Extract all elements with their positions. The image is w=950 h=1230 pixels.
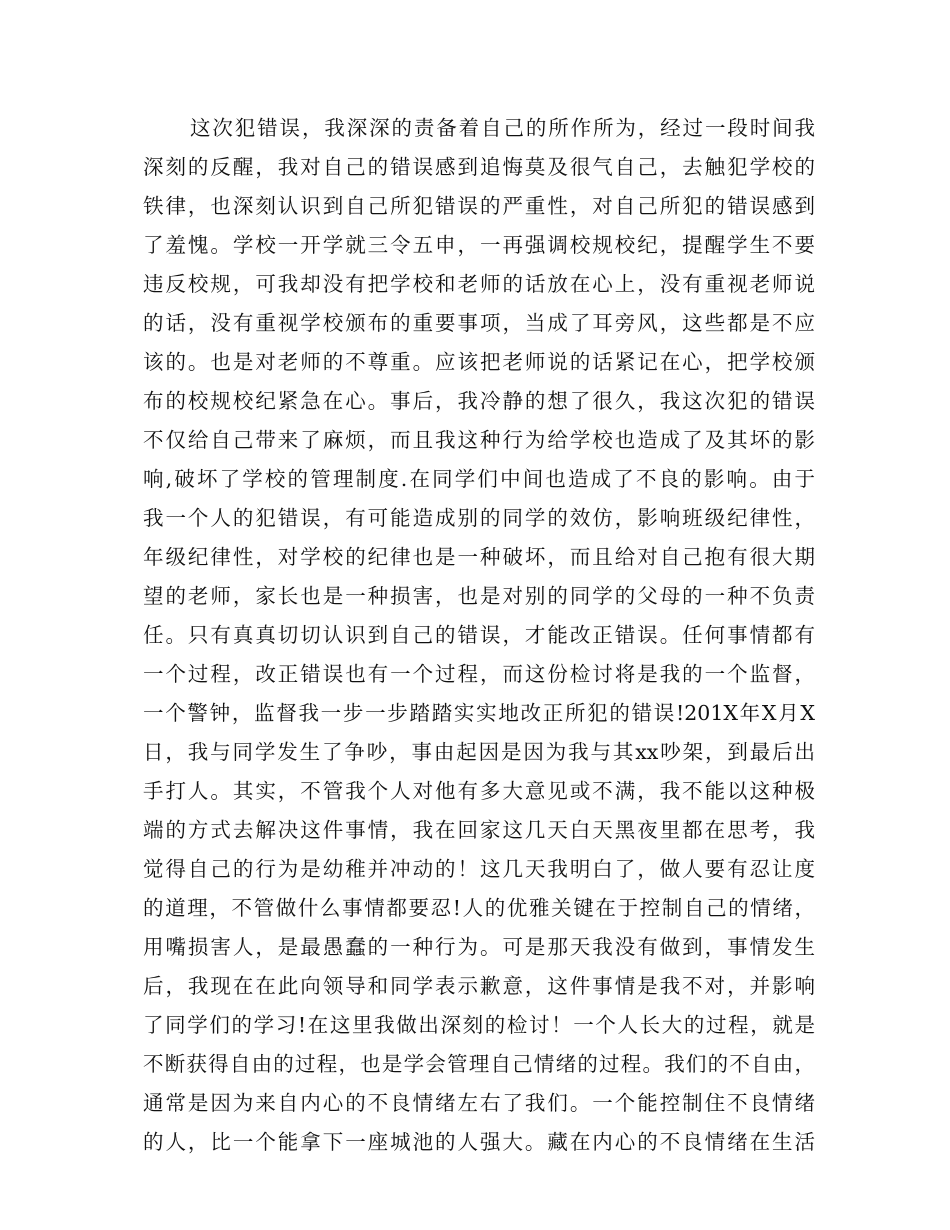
text-line: 布的校规校纪紧急在心。事后，我冷静的想了很久，我这次犯的错误	[143, 389, 815, 413]
text-line: 年级纪律性，对学校的纪律也是一种破坏，而且给对自己抱有很大期	[143, 545, 815, 569]
text-line: 该的。也是对老师的不尊重。应该把老师说的话紧记在心，把学校颁	[143, 350, 815, 374]
text-line: 的道理，不管做什么事情都要忍!人的优雅关键在于控制自己的情绪，	[143, 896, 815, 920]
body-paragraph	[143, 109, 815, 1162]
text-line: 任。只有真真切切认识到自己的错误，才能改正错误。任何事情都有	[143, 623, 815, 647]
text-line: 我一个人的犯错误，有可能造成别的同学的效仿，影响班级纪律性，	[143, 506, 815, 530]
text-line: 的话，没有重视学校颁布的重要事项，当成了耳旁风，这些都是不应	[143, 311, 815, 335]
text-line: 不仅给自己带来了麻烦，而且我这种行为给学校也造成了及其坏的影	[143, 428, 815, 452]
text-line: 端的方式去解决这件事情，我在回家这几天白天黑夜里都在思考，我	[143, 818, 815, 842]
text-line: 一个过程，改正错误也有一个过程，而这份检讨将是我的一个监督，	[143, 662, 815, 686]
text-line: 了同学们的学习!在这里我做出深刻的检讨！一个人长大的过程，就是	[143, 1013, 815, 1037]
text-line: 响,破坏了学校的管理制度.在同学们中间也造成了不良的影响。由于	[143, 467, 815, 491]
text-line: 日，我与同学发生了争吵，事由起因是因为我与其xx吵架，到最后出	[143, 740, 815, 764]
text-line: 手打人。其实，不管我个人对他有多大意见或不满，我不能以这种极	[143, 779, 815, 803]
text-line: 这次犯错误，我深深的责备着自己的所作所为，经过一段时间我	[190, 116, 815, 140]
text-line: 铁律，也深刻认识到自己所犯错误的严重性，对自己所犯的错误感到	[143, 194, 815, 218]
text-line: 后，我现在在此向领导和同学表示歉意，这件事情是我不对，并影响	[143, 974, 815, 998]
text-line: 望的老师，家长也是一种损害，也是对别的同学的父母的一种不负责	[143, 584, 815, 608]
text-line: 一个警钟，监督我一步一步踏踏实实地改正所犯的错误!201X年X月X	[143, 701, 815, 725]
text-line: 不断获得自由的过程，也是学会管理自己情绪的过程。我们的不自由，	[143, 1052, 815, 1076]
text-line: 深刻的反醒，我对自己的错误感到追悔莫及很气自己，去触犯学校的	[143, 155, 815, 179]
text-line: 的人，比一个能拿下一座城池的人强大。藏在内心的不良情绪在生活	[143, 1130, 815, 1154]
text-line: 通常是因为来自内心的不良情绪左右了我们。一个能控制住不良情绪	[143, 1091, 815, 1115]
text-line: 违反校规，可我却没有把学校和老师的话放在心上，没有重视老师说	[143, 272, 815, 296]
text-line: 用嘴损害人，是最愚蠢的一种行为。可是那天我没有做到，事情发生	[143, 935, 815, 959]
text-line: 觉得自己的行为是幼稚并冲动的！这几天我明白了，做人要有忍让度	[143, 857, 815, 881]
text-line: 了羞愧。学校一开学就三令五申，一再强调校规校纪，提醒学生不要	[143, 233, 815, 257]
